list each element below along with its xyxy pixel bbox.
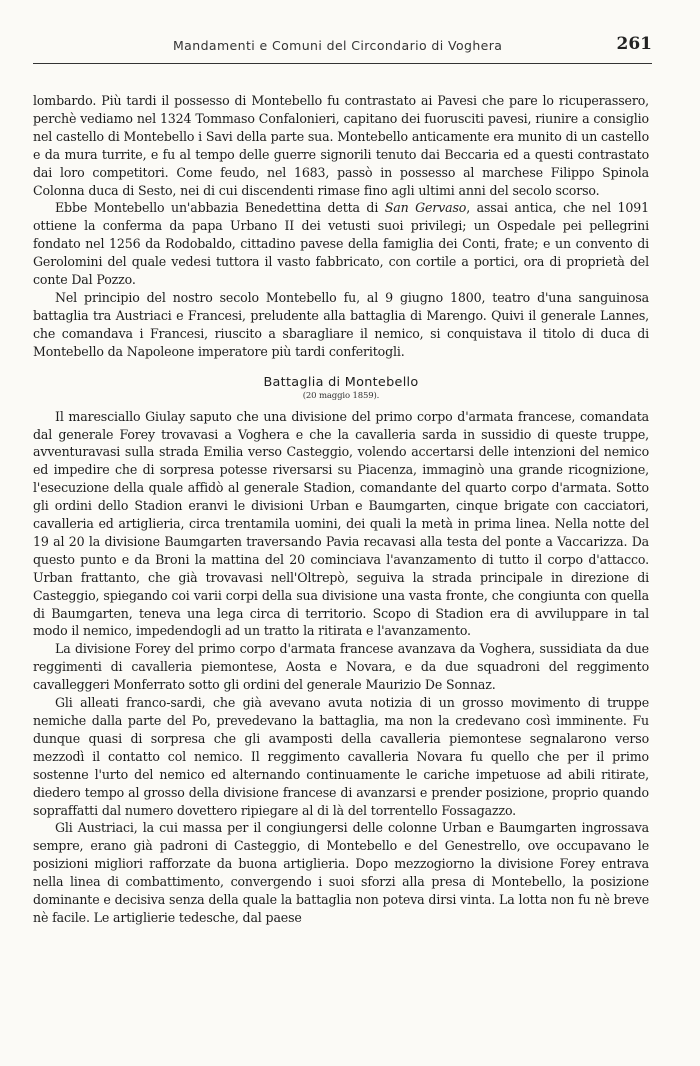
paragraph: Gli Austriaci, la cui massa per il congiungersi delle colonne Urban e Baumgarten ingrossava sempre, erano già padroni di Casteggio, di Montebello e del Genestrello, ove occupavano le posizioni migliori rafforzate da buona artiglieria. Dopo mezzogiorno la divisione Forey entrava nella linea di combattimento, convergendo i suoi sforzi alla presa di Montebello, la posizione dominante e decisiva senza della quale la battaglia non poteva dirsi vinta. La lotta non fu nè breve nè facile. Le artiglierie tedesche, dal paese xyxy=(33,820,649,925)
paragraph: Nel principio del nostro secolo Montebello fu, al 9 giugno 1800, teatro d'una sanguinosa battaglia tra Austriaci e Francesi, preludente alla battaglia di Marengo. Quivi il generale Lannes, che comandava i Francesi, riuscito a sbaragliare il nemico, si conquistava il titolo di duca di Montebello da Napoleone imperatore più tardi conferitogli. xyxy=(33,289,649,359)
body-text xyxy=(33,92,649,927)
paragraph: Il maresciallo Giulay saputo che una divisione del primo corpo d'armata francese, comandata dal generale Forey trovavasi a Voghera e che la cavalleria sarda in sussidio di queste truppe, avventuravasi sulla strada Emilia verso Casteggio, volendo accertarsi delle intenzioni del nemico ed impedire che di sorpresa potesse riversarsi su Piacenza, immaginò una grande ricognizione, l'esecuzione della quale affidò al generale Stadion, comandante del quarto corpo d'armata. Sotto gli ordini dello Stadion eranvi le divisioni Urban e Baumgarten, cinque brigate con cacciatori, cavalleria ed artiglieria, circa trentamila uomini, dei quali la metà in prima linea. Nella notte del 19 al 20 la divisione Baumgarten traversando Pavia recavasi alla testa del ponte a Vaccarizza. Da questo punto e da Broni la mattina del 20 cominciava l'avanzamento di tutto il corpo d'attacco. Urban frattanto, che già trovavasi nell'Oltrepò, seguiva la strada principale in direzione di Casteggio, spiegando coi varii corpi della sua divisione una vasta fronte, che congiunta con quella di Baumgarten, teneva una lega circa di territorio. Scopo di Stadion era di avviluppare in tal modo il nemico, impedendogli ad un tratto la ritirata e l'avanzamento. xyxy=(33,408,649,639)
paragraph: La divisione Forey del primo corpo d'armata francese avanzava da Voghera, sussidiata da due reggimenti di cavalleria piemontese, Aosta e Novara, e da due squadroni del reggimento cavalleggeri Monferrato sotto gli ordini del generale Maurizio De Sonnaz. xyxy=(33,641,649,693)
paragraph-text: Ebbe Montebello un'abbazia Benedettina detta di xyxy=(55,200,385,216)
section-title: Battaglia di Montebello xyxy=(263,374,419,390)
paragraph xyxy=(33,199,649,289)
header-rule xyxy=(33,63,652,64)
paragraph: Gli alleati franco-sardi, che già avevano avuta notizia di un grosso movimento di truppe nemiche dalla parte del Po, prevedevano la battaglia, ma non la credevano così imminente. Fu dunque quasi di sorpresa che gli avamposti della cavalleria piemontese segnalarono verso mezzodì il contatto col nemico. Il reggimento cavalleria Novara fu quello che per il primo sostenne l'urto del nemico ed alternando continuamente le cariche impetuose ad abili ritirate, diedero tempo al grosso della divisione francese di avanzarsi e prender posizione, proprio quando sopraffatti dal numero dovettero ripiegare al di là del torrentello Fossagazzo. xyxy=(33,695,649,818)
running-header xyxy=(33,34,652,56)
italic-text: San Gervaso xyxy=(384,200,467,216)
section-date: (20 maggio 1859). xyxy=(302,390,380,401)
paragraph-text: , assai antica, che nel 1091 ottiene la conferma da papa Urbano II dei vetusti suoi privilegi; un Ospedale pei pellegrini fondato nel 1256 da Rodobaldo, cittadino pavese della famiglia dei Conti, frate; e un convento di Gerolomini del quale vedesi tuttora il vasto fabbricato, con cortile a portici, ora di proprietà del conte Dal Pozzo. xyxy=(33,200,649,288)
running-title: Mandamenti e Comuni del Circondario di Voghera xyxy=(173,38,503,53)
page-number: 261 xyxy=(616,34,652,54)
paragraph: lombardo. Più tardi il possesso di Montebello fu contrastato ai Pavesi che pare lo ricuperassero, perchè vediamo nel 1324 Tommaso Confalonieri, capitano dei fuorusciti pavesi, riunire a consiglio nel castello di Montebello i Savi della parte sua. Montebello anticamente era munito di un castello e da mura turrite, e fu al tempo delle guerre signorili tenuto dai Beccaria ed a questi contrastato dai loro competitori. Come feudo, nel 1683, passò in possesso al marchese Filippo Spinola Colonna duca di Sesto, nei di cui discendenti rimase fino agli ultimi anni del secolo scorso. xyxy=(33,93,649,198)
